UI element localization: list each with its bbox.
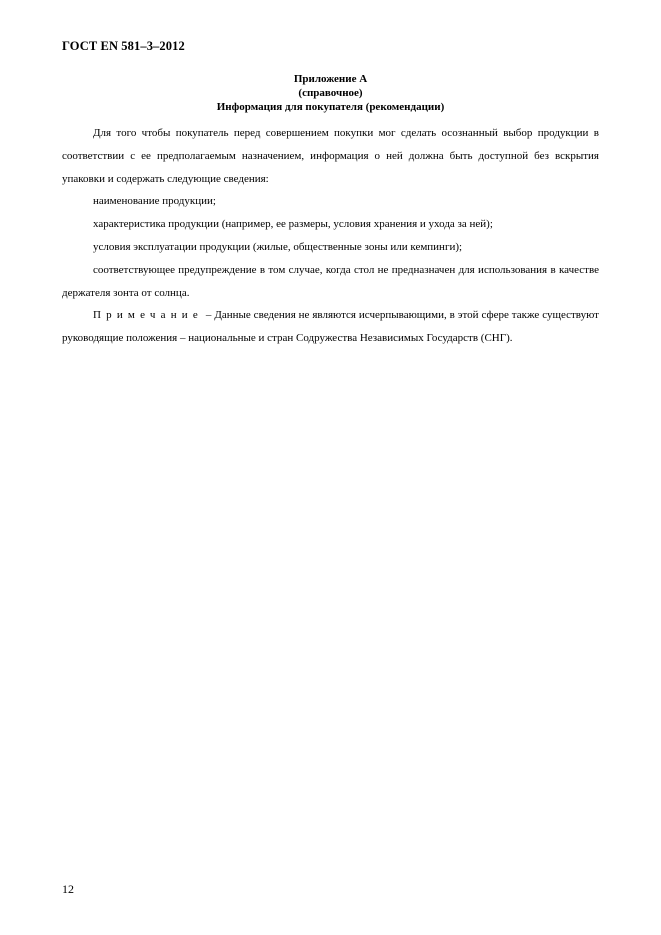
list-item-warning: соответствующее предупреждение в том случае, когда стол не предназначен для использования в качестве держателя зонта от солнца. [62, 263, 599, 299]
list-item-product-characteristics: характеристика продукции (например, ее размеры, условия хранения и ухода за ней); [93, 218, 493, 231]
list-item-usage-conditions: условия эксплуатации продукции (жилые, общественные зоны или кемпинги); [93, 240, 463, 253]
note-text: – Данные сведения не являются исчерпывающими, в этой сфере также существуют руководящие положения – национальные и стран Содружества Независимых Государств (СНГ). [62, 309, 599, 345]
document-code-header: ГОСТ EN 581–3–2012 [62, 39, 185, 53]
annex-heading-block [62, 72, 599, 114]
intro-paragraph: Для того чтобы покупатель перед совершением покупки мог сделать осознанный выбор продукции в соответствии с ее предполагаемым назначением, информация о ней должна быть доступной без вскрытия упаковки и содержать следующие сведения: [62, 127, 599, 185]
list-item-product-name: наименование продукции; [93, 195, 216, 208]
annex-body [62, 122, 599, 350]
annex-heading: Информация для покупателя (рекомендации) [216, 101, 445, 113]
note-paragraph [62, 304, 599, 350]
annex-status: (справочное) [298, 87, 363, 99]
annex-title: Приложение А [293, 73, 368, 85]
page-number: 12 [62, 882, 74, 896]
note-label: Примечание [93, 309, 203, 322]
